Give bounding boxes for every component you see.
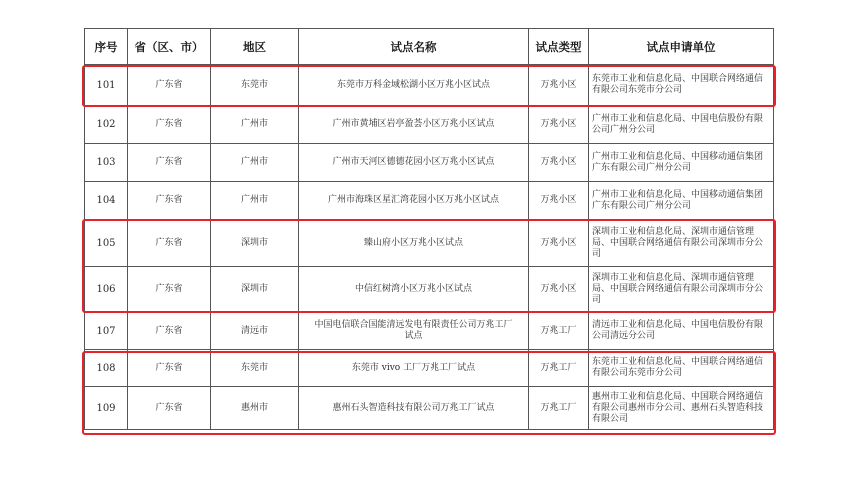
cell-seq: 101	[85, 65, 128, 106]
cell-region: 广州市	[211, 144, 299, 182]
cell-pilot-type: 万兆小区	[529, 106, 589, 144]
table-row	[85, 267, 774, 313]
cell-province: 广东省	[128, 387, 211, 430]
cell-seq: 104	[85, 182, 128, 220]
cell-province: 广东省	[128, 220, 211, 267]
cell-pilot-type: 万兆工厂	[529, 350, 589, 387]
cell-pilot-name: 东莞市 vivo 工厂万兆工厂试点	[299, 350, 529, 387]
table-row	[85, 220, 774, 267]
cell-seq: 108	[85, 350, 128, 387]
cell-pilot-type: 万兆小区	[529, 65, 589, 106]
cell-region: 东莞市	[211, 65, 299, 106]
table-row	[85, 65, 774, 106]
cell-applicant: 清远市工业和信息化局、中国电信股份有限公司清远分公司	[589, 313, 774, 350]
table-row	[85, 313, 774, 350]
cell-pilot-name: 中国电信联合国能清远发电有限责任公司万兆工厂试点	[299, 313, 529, 350]
cell-region: 清远市	[211, 313, 299, 350]
cell-region: 广州市	[211, 106, 299, 144]
cell-region: 深圳市	[211, 220, 299, 267]
cell-applicant: 广州市工业和信息化局、中国电信股份有限公司广州分公司	[589, 106, 774, 144]
cell-pilot-name: 广州市海珠区星汇湾花园小区万兆小区试点	[299, 182, 529, 220]
cell-seq: 109	[85, 387, 128, 430]
cell-applicant: 深圳市工业和信息化局、深圳市通信管理局、中国联合网络通信有限公司深圳市分公司	[589, 220, 774, 267]
cell-seq: 103	[85, 144, 128, 182]
table-row	[85, 182, 774, 220]
header-pilot-name: 试点名称	[299, 29, 529, 65]
table-row	[85, 350, 774, 387]
cell-pilot-type: 万兆小区	[529, 267, 589, 313]
header-region: 地区	[211, 29, 299, 65]
cell-province: 广东省	[128, 182, 211, 220]
cell-seq: 107	[85, 313, 128, 350]
cell-pilot-type: 万兆工厂	[529, 387, 589, 430]
cell-applicant: 广州市工业和信息化局、中国移动通信集团广东有限公司广州分公司	[589, 182, 774, 220]
cell-seq: 105	[85, 220, 128, 267]
header-applicant: 试点申请单位	[589, 29, 774, 65]
cell-region: 东莞市	[211, 350, 299, 387]
cell-pilot-name: 臻山府小区万兆小区试点	[299, 220, 529, 267]
cell-seq: 102	[85, 106, 128, 144]
cell-province: 广东省	[128, 267, 211, 313]
cell-province: 广东省	[128, 313, 211, 350]
cell-pilot-name: 广州市黄埔区岩亭盈荟小区万兆小区试点	[299, 106, 529, 144]
cell-pilot-type: 万兆工厂	[529, 313, 589, 350]
table-row	[85, 106, 774, 144]
header-pilot-type: 试点类型	[529, 29, 589, 65]
cell-applicant: 东莞市工业和信息化局、中国联合网络通信有限公司东莞市分公司	[589, 65, 774, 106]
cell-region: 惠州市	[211, 387, 299, 430]
cell-pilot-name: 惠州石头智造科技有限公司万兆工厂试点	[299, 387, 529, 430]
cell-pilot-name: 中信红树湾小区万兆小区试点	[299, 267, 529, 313]
cell-province: 广东省	[128, 65, 211, 106]
cell-pilot-name: 广州市天河区德德花园小区万兆小区试点	[299, 144, 529, 182]
cell-pilot-type: 万兆小区	[529, 144, 589, 182]
cell-region: 深圳市	[211, 267, 299, 313]
table-header-row	[85, 29, 774, 65]
cell-province: 广东省	[128, 144, 211, 182]
cell-seq: 106	[85, 267, 128, 313]
cell-applicant: 惠州市工业和信息化局、中国联合网络通信有限公司惠州市分公司、惠州石头智造科技有限公司	[589, 387, 774, 430]
cell-applicant: 广州市工业和信息化局、中国移动通信集团广东有限公司广州分公司	[589, 144, 774, 182]
cell-applicant: 深圳市工业和信息化局、深圳市通信管理局、中国联合网络通信有限公司深圳市分公司	[589, 267, 774, 313]
cell-province: 广东省	[128, 106, 211, 144]
pilot-table	[84, 28, 774, 430]
cell-region: 广州市	[211, 182, 299, 220]
cell-applicant: 东莞市工业和信息化局、中国联合网络通信有限公司东莞市分公司	[589, 350, 774, 387]
cell-province: 广东省	[128, 350, 211, 387]
header-seq: 序号	[85, 29, 128, 65]
header-province: 省（区、市）	[128, 29, 211, 65]
cell-pilot-type: 万兆小区	[529, 220, 589, 267]
table-row	[85, 144, 774, 182]
cell-pilot-type: 万兆小区	[529, 182, 589, 220]
cell-pilot-name: 东莞市万科金域松湖小区万兆小区试点	[299, 65, 529, 106]
table-row	[85, 387, 774, 430]
